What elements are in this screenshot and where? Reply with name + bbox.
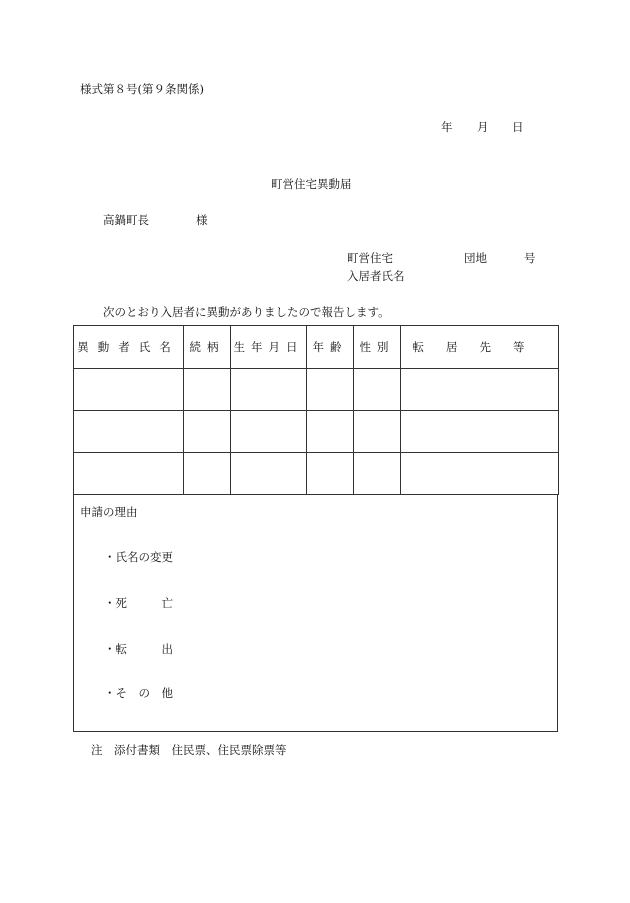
table-cell[interactable] [184,369,231,411]
date-day-label: 日 [512,120,524,134]
header-age: 年齢 [307,326,354,369]
table-cell[interactable] [354,369,401,411]
table-cell[interactable] [74,453,184,495]
table-cell[interactable] [231,369,307,411]
header-relation: 続柄 [184,326,231,369]
intro-text: 次のとおり入居者に異動がありましたので報告します。 [103,305,390,319]
table-header-row [74,326,559,369]
change-table [73,325,559,495]
resident-name-label: 入居者氏名 [347,269,405,283]
reason-item-name-change: ・氏名の変更 [104,550,173,564]
date-year-label: 年 [441,120,453,134]
table-cell[interactable] [401,453,559,495]
table-cell[interactable] [307,369,354,411]
attachment-note: 注 添付書類 住民票、住民票除票等 [91,743,287,757]
housing-label: 町営住宅 [347,251,393,265]
table-row [74,453,559,495]
table-cell[interactable] [307,453,354,495]
header-name: 異動者氏名 [74,326,184,369]
table-cell[interactable] [307,411,354,453]
header-new-address: 転居先等 [401,326,559,369]
reason-item-death: ・死 亡 [104,596,173,610]
table-cell[interactable] [354,453,401,495]
document-title: 町営住宅異動届 [271,177,352,191]
form-number: 様式第８号(第９条関係) [80,82,204,96]
reason-item-other: ・そ の 他 [104,686,173,700]
reason-item-move-out: ・転 出 [104,642,173,656]
room-number-label: 号 [524,251,536,265]
table-row [74,369,559,411]
table-cell[interactable] [184,411,231,453]
header-birthdate: 生年月日 [231,326,307,369]
table-cell[interactable] [401,411,559,453]
reason-title: 申請の理由 [80,505,138,519]
table-cell[interactable] [184,453,231,495]
table-cell[interactable] [231,453,307,495]
addressee-name: 高鍋町長 [103,213,149,227]
table-cell[interactable] [231,411,307,453]
table-cell[interactable] [74,369,184,411]
header-sex: 性別 [354,326,401,369]
table-cell[interactable] [401,369,559,411]
reason-box [73,495,558,732]
date-month-label: 月 [477,120,489,134]
table-row [74,411,559,453]
addressee-honorific: 様 [196,213,208,227]
danchi-label: 団地 [464,251,487,265]
table-cell[interactable] [74,411,184,453]
table-cell[interactable] [354,411,401,453]
